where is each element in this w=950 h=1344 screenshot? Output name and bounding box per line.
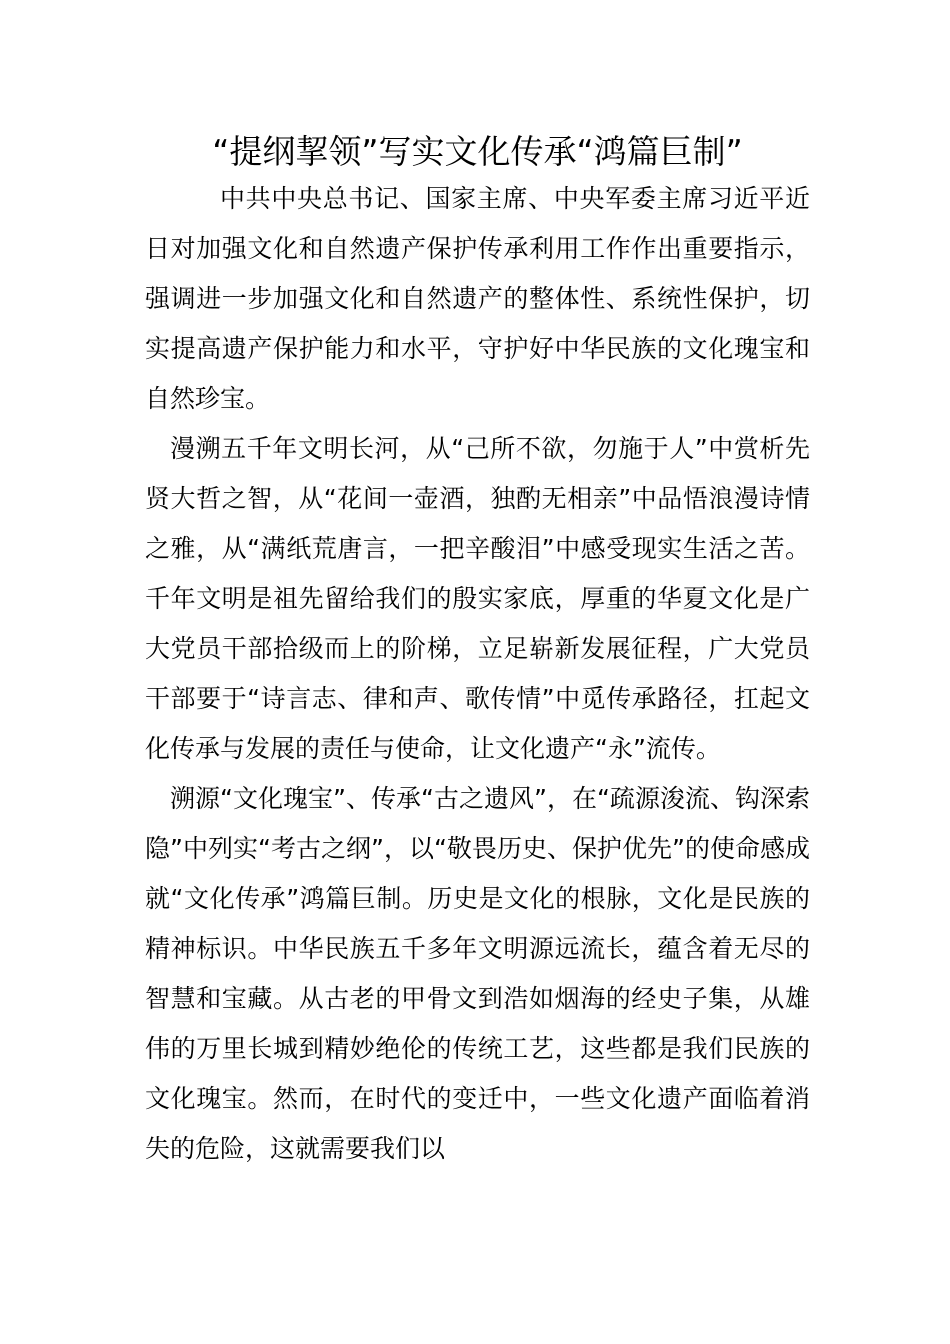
document-title: “提纲挈领”写实文化传承“鸿篇巨制”	[212, 132, 743, 171]
paragraph-3: 溯源“文化瑰宝”、传承“古之遗风”，在“疏源浚流、钩深索隐”中列实“考古之纲”，以“敬畏历史、保护优先”的使命感成就“文化传承”鸿篇巨制。历史是文化的根脉，文化是民族的精神标识。中华民族五千多年文明源远流长，蕴含着无尽的智慧和宝藏。从古老的甲骨文到浩如烟海的经史子集，从雄伟的万里长城到精妙绝伦的传统工艺，这些都是我们民族的文化瑰宝。然而，在时代的变迁中，一些文化遗产面临着消失的危险，这就需要我们以	[145, 784, 810, 1163]
paragraph-2: 漫溯五千年文明长河，从“己所不欲，勿施于人”中赏析先贤大哲之智，从“花间一壶酒，独酌无相亲”中品悟浪漫诗情之雅，从“满纸荒唐言，一把辛酸泪”中感受现实生活之苦。千年文明是祖先留给我们的殷实家底，厚重的华夏文化是广大党员干部拾级而上的阶梯，立足崭新发展征程，广大党员干部要于“诗言志、律和声、歌传情”中觅传承路径，扛起文化传承与发展的责任与使命，让文化遗产“永”流传。	[145, 434, 810, 763]
paragraph-1: 中共中央总书记、国家主席、中央军委主席习近平近日对加强文化和自然遗产保护传承利用工作作出重要指示，强调进一步加强文化和自然遗产的整体性、系统性保护，切实提高遗产保护能力和水平，守护好中华民族的文化瑰宝和自然珍宝。	[145, 184, 810, 413]
document-body	[145, 174, 810, 1174]
